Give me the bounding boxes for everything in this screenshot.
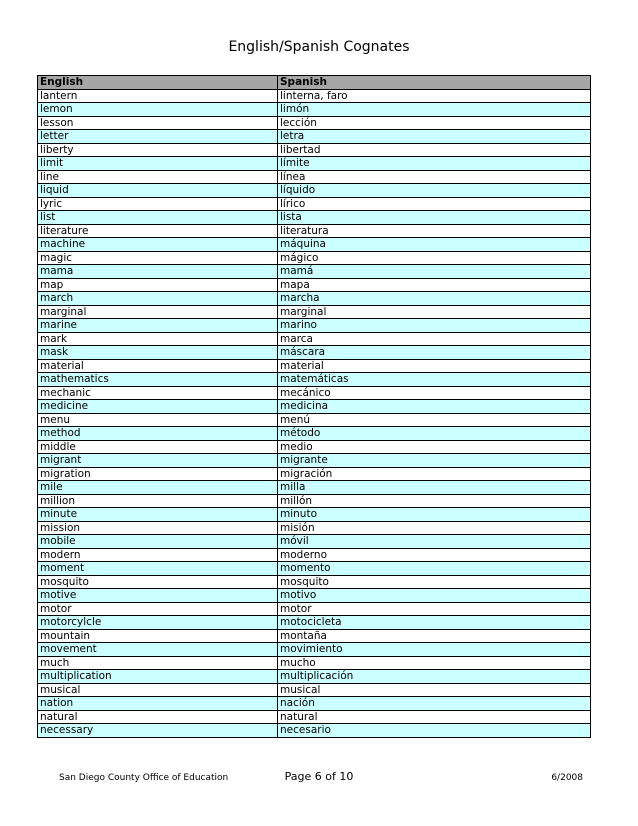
english-word-cell: migrant [38, 454, 278, 468]
cognates-table [37, 75, 591, 738]
table-row [38, 697, 591, 711]
table-row [38, 305, 591, 319]
spanish-word-cell: línea [278, 170, 591, 184]
table-header-row [38, 76, 591, 90]
english-word-cell: method [38, 427, 278, 441]
english-word-cell: mama [38, 265, 278, 279]
table-row [38, 616, 591, 630]
table-row [38, 481, 591, 495]
spanish-word-cell: matemáticas [278, 373, 591, 387]
table-row [38, 413, 591, 427]
spanish-word-cell: milla [278, 481, 591, 495]
table-row [38, 332, 591, 346]
spanish-word-cell: limón [278, 103, 591, 117]
table-row [38, 170, 591, 184]
footer-date: 6/2008 [551, 773, 583, 783]
spanish-word-cell: móvil [278, 535, 591, 549]
spanish-word-cell: montaña [278, 629, 591, 643]
english-word-cell: marine [38, 319, 278, 333]
english-word-cell: minute [38, 508, 278, 522]
table-row [38, 602, 591, 616]
spanish-word-cell: linterna, faro [278, 89, 591, 103]
spanish-word-cell: migrante [278, 454, 591, 468]
spanish-word-cell: minuto [278, 508, 591, 522]
english-word-cell: mark [38, 332, 278, 346]
spanish-word-cell: lección [278, 116, 591, 130]
table-row [38, 656, 591, 670]
table-row [38, 562, 591, 576]
table-row [38, 346, 591, 360]
spanish-word-cell: multiplicación [278, 670, 591, 684]
table-body [38, 89, 591, 737]
english-word-cell: mechanic [38, 386, 278, 400]
english-word-cell: magic [38, 251, 278, 265]
english-word-cell: natural [38, 710, 278, 724]
spanish-word-cell: natural [278, 710, 591, 724]
spanish-word-cell: mucho [278, 656, 591, 670]
table-row [38, 116, 591, 130]
english-word-cell: modern [38, 548, 278, 562]
table-row [38, 589, 591, 603]
table-row [38, 629, 591, 643]
spanish-word-cell: motocicleta [278, 616, 591, 630]
spanish-word-cell: mosquito [278, 575, 591, 589]
table-row [38, 319, 591, 333]
table-row [38, 157, 591, 171]
table-row [38, 454, 591, 468]
spanish-word-cell: material [278, 359, 591, 373]
table-row [38, 184, 591, 198]
spanish-word-cell: marcha [278, 292, 591, 306]
english-word-cell: migration [38, 467, 278, 481]
english-word-cell: lantern [38, 89, 278, 103]
english-word-cell: letter [38, 130, 278, 144]
english-word-cell: medicine [38, 400, 278, 414]
spanish-word-cell: menú [278, 413, 591, 427]
english-word-cell: material [38, 359, 278, 373]
spanish-word-cell: musical [278, 683, 591, 697]
spanish-word-cell: lista [278, 211, 591, 225]
table-row [38, 670, 591, 684]
table-row [38, 89, 591, 103]
english-word-cell: liberty [38, 143, 278, 157]
spanish-word-cell: marino [278, 319, 591, 333]
page-title: English/Spanish Cognates [228, 39, 410, 55]
header-spanish: Spanish [278, 76, 591, 90]
english-word-cell: map [38, 278, 278, 292]
spanish-word-cell: motivo [278, 589, 591, 603]
spanish-word-cell: motor [278, 602, 591, 616]
table-row [38, 724, 591, 738]
footer-organization: San Diego County Office of Education [59, 773, 229, 783]
english-word-cell: mosquito [38, 575, 278, 589]
table-row [38, 521, 591, 535]
english-word-cell: literature [38, 224, 278, 238]
footer-page-number: Page 6 of 10 [284, 770, 354, 783]
spanish-word-cell: mamá [278, 265, 591, 279]
table-row [38, 575, 591, 589]
spanish-word-cell: método [278, 427, 591, 441]
table-row [38, 494, 591, 508]
table-row [38, 103, 591, 117]
table-row [38, 373, 591, 387]
spanish-word-cell: necesario [278, 724, 591, 738]
table-row [38, 197, 591, 211]
english-word-cell: motorcylcle [38, 616, 278, 630]
spanish-word-cell: mecánico [278, 386, 591, 400]
table-row [38, 548, 591, 562]
spanish-word-cell: lírico [278, 197, 591, 211]
english-word-cell: mobile [38, 535, 278, 549]
spanish-word-cell: marginal [278, 305, 591, 319]
english-word-cell: motor [38, 602, 278, 616]
table-row [38, 467, 591, 481]
english-word-cell: musical [38, 683, 278, 697]
table-row [38, 130, 591, 144]
spanish-word-cell: misión [278, 521, 591, 535]
english-word-cell: lemon [38, 103, 278, 117]
english-word-cell: menu [38, 413, 278, 427]
spanish-word-cell: momento [278, 562, 591, 576]
table-row [38, 710, 591, 724]
table-row [38, 440, 591, 454]
table-row [38, 683, 591, 697]
english-word-cell: multiplication [38, 670, 278, 684]
spanish-word-cell: letra [278, 130, 591, 144]
table-row [38, 251, 591, 265]
english-word-cell: much [38, 656, 278, 670]
table-row [38, 238, 591, 252]
spanish-word-cell: mágico [278, 251, 591, 265]
table-row [38, 427, 591, 441]
table-row [38, 535, 591, 549]
english-word-cell: march [38, 292, 278, 306]
spanish-word-cell: líquido [278, 184, 591, 198]
header-english: English [38, 76, 278, 90]
table-row [38, 292, 591, 306]
english-word-cell: mission [38, 521, 278, 535]
english-word-cell: machine [38, 238, 278, 252]
spanish-word-cell: movimiento [278, 643, 591, 657]
spanish-word-cell: moderno [278, 548, 591, 562]
english-word-cell: movement [38, 643, 278, 657]
english-word-cell: mask [38, 346, 278, 360]
spanish-word-cell: límite [278, 157, 591, 171]
table-row [38, 643, 591, 657]
spanish-word-cell: máscara [278, 346, 591, 360]
english-word-cell: motive [38, 589, 278, 603]
english-word-cell: mathematics [38, 373, 278, 387]
english-word-cell: moment [38, 562, 278, 576]
english-word-cell: million [38, 494, 278, 508]
spanish-word-cell: millón [278, 494, 591, 508]
spanish-word-cell: medio [278, 440, 591, 454]
english-word-cell: line [38, 170, 278, 184]
table-row [38, 508, 591, 522]
english-word-cell: list [38, 211, 278, 225]
spanish-word-cell: migración [278, 467, 591, 481]
english-word-cell: mountain [38, 629, 278, 643]
table-row [38, 359, 591, 373]
table-row [38, 265, 591, 279]
table-row [38, 211, 591, 225]
table-row [38, 400, 591, 414]
table-row [38, 143, 591, 157]
spanish-word-cell: marca [278, 332, 591, 346]
english-word-cell: liquid [38, 184, 278, 198]
table-row [38, 224, 591, 238]
spanish-word-cell: medicina [278, 400, 591, 414]
english-word-cell: limit [38, 157, 278, 171]
spanish-word-cell: libertad [278, 143, 591, 157]
english-word-cell: mile [38, 481, 278, 495]
table-row [38, 386, 591, 400]
spanish-word-cell: mapa [278, 278, 591, 292]
english-word-cell: necessary [38, 724, 278, 738]
english-word-cell: lesson [38, 116, 278, 130]
spanish-word-cell: máquina [278, 238, 591, 252]
table-row [38, 278, 591, 292]
spanish-word-cell: literatura [278, 224, 591, 238]
english-word-cell: nation [38, 697, 278, 711]
english-word-cell: lyric [38, 197, 278, 211]
english-word-cell: marginal [38, 305, 278, 319]
english-word-cell: middle [38, 440, 278, 454]
spanish-word-cell: nación [278, 697, 591, 711]
